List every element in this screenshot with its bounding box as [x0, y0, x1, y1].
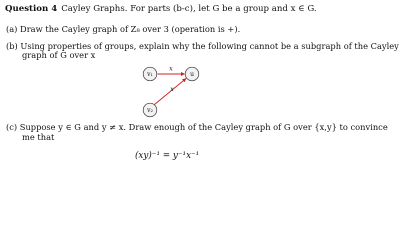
question-title: Cayley Graphs. For parts (b-c), let G be a group and x ∈ G. — [61, 4, 317, 14]
node-label-v1: v₁ — [147, 71, 153, 78]
part-b-text-line-2: graph of G over x — [22, 50, 96, 60]
part-a-text: (a) Draw the Cayley graph of Z₈ over 3 (operation is +). — [6, 24, 241, 34]
question-number: Question 4 — [5, 4, 58, 14]
edge-label-top: x — [169, 65, 173, 73]
node-label-v2: v₂ — [147, 107, 153, 114]
part-c-text-line-2: me that — [22, 132, 55, 142]
part-b-text-line-1: (b) Using properties of groups, explain why the following cannot be a subgraph of the Cayley — [6, 41, 399, 51]
part-c-text-line-1: (c) Suppose y ∈ G and y ≠ x. Draw enough of the Cayley graph of G over {x,y} to convince — [6, 122, 388, 132]
node-label-u: u — [190, 71, 194, 78]
edge-label-diagonal: x — [170, 86, 174, 93]
inverse-product-equation: (xy)⁻¹ = y⁻¹x⁻¹ — [135, 151, 200, 161]
